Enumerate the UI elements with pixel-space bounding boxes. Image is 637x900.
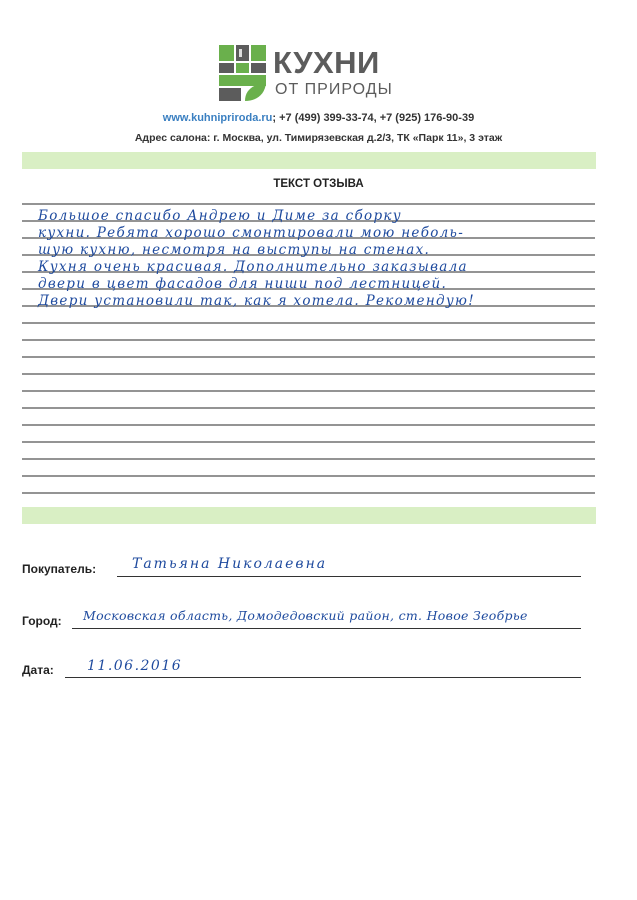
review-text-line: Большое спасибо Андрею и Диме за сборку xyxy=(38,208,402,224)
review-text-line: Кухня очень красивая. Дополнительно заказывала xyxy=(38,259,468,275)
salon-address: Адрес салона: г. Москва, ул. Тимирязевская д.2/3, ТК «Парк 11», 3 этаж xyxy=(134,132,503,144)
brand-title: КУХНИ xyxy=(273,45,380,80)
date-label: Дата: xyxy=(22,663,54,677)
city-label: Город: xyxy=(22,614,62,628)
review-text-line: Двери установили так, как я хотела. Рекомендую! xyxy=(38,293,475,309)
website-link[interactable]: www.kuhnipriroda.ru xyxy=(162,112,273,124)
bottom-green-band xyxy=(22,507,596,524)
city-underline xyxy=(72,628,581,629)
review-text-line: двери в цвет фасадов для ниши под лестницей. xyxy=(38,276,448,292)
review-text-line: кухни. Ребята хорошо смонтировали мою неболь- xyxy=(38,225,465,241)
date-underline xyxy=(65,677,581,678)
brand-subtitle: ОТ ПРИРОДЫ xyxy=(275,81,393,98)
date-value: 11.06.2016 xyxy=(87,658,183,674)
buyer-underline xyxy=(117,576,581,577)
review-text-line: шую кухню, несмотря на выступы на стенах. xyxy=(38,242,431,258)
phone-numbers: ; +7 (499) 399-33-74, +7 (925) 176-90-39 xyxy=(272,112,475,124)
review-heading: ТЕКСТ ОТЗЫВА xyxy=(273,178,364,190)
buyer-label: Покупатель: xyxy=(22,562,97,576)
city-value: Московская область, Домодедовский район, ст. Новое Зеобрье xyxy=(83,608,528,623)
buyer-value: Татьяна Николаевна xyxy=(132,556,328,572)
